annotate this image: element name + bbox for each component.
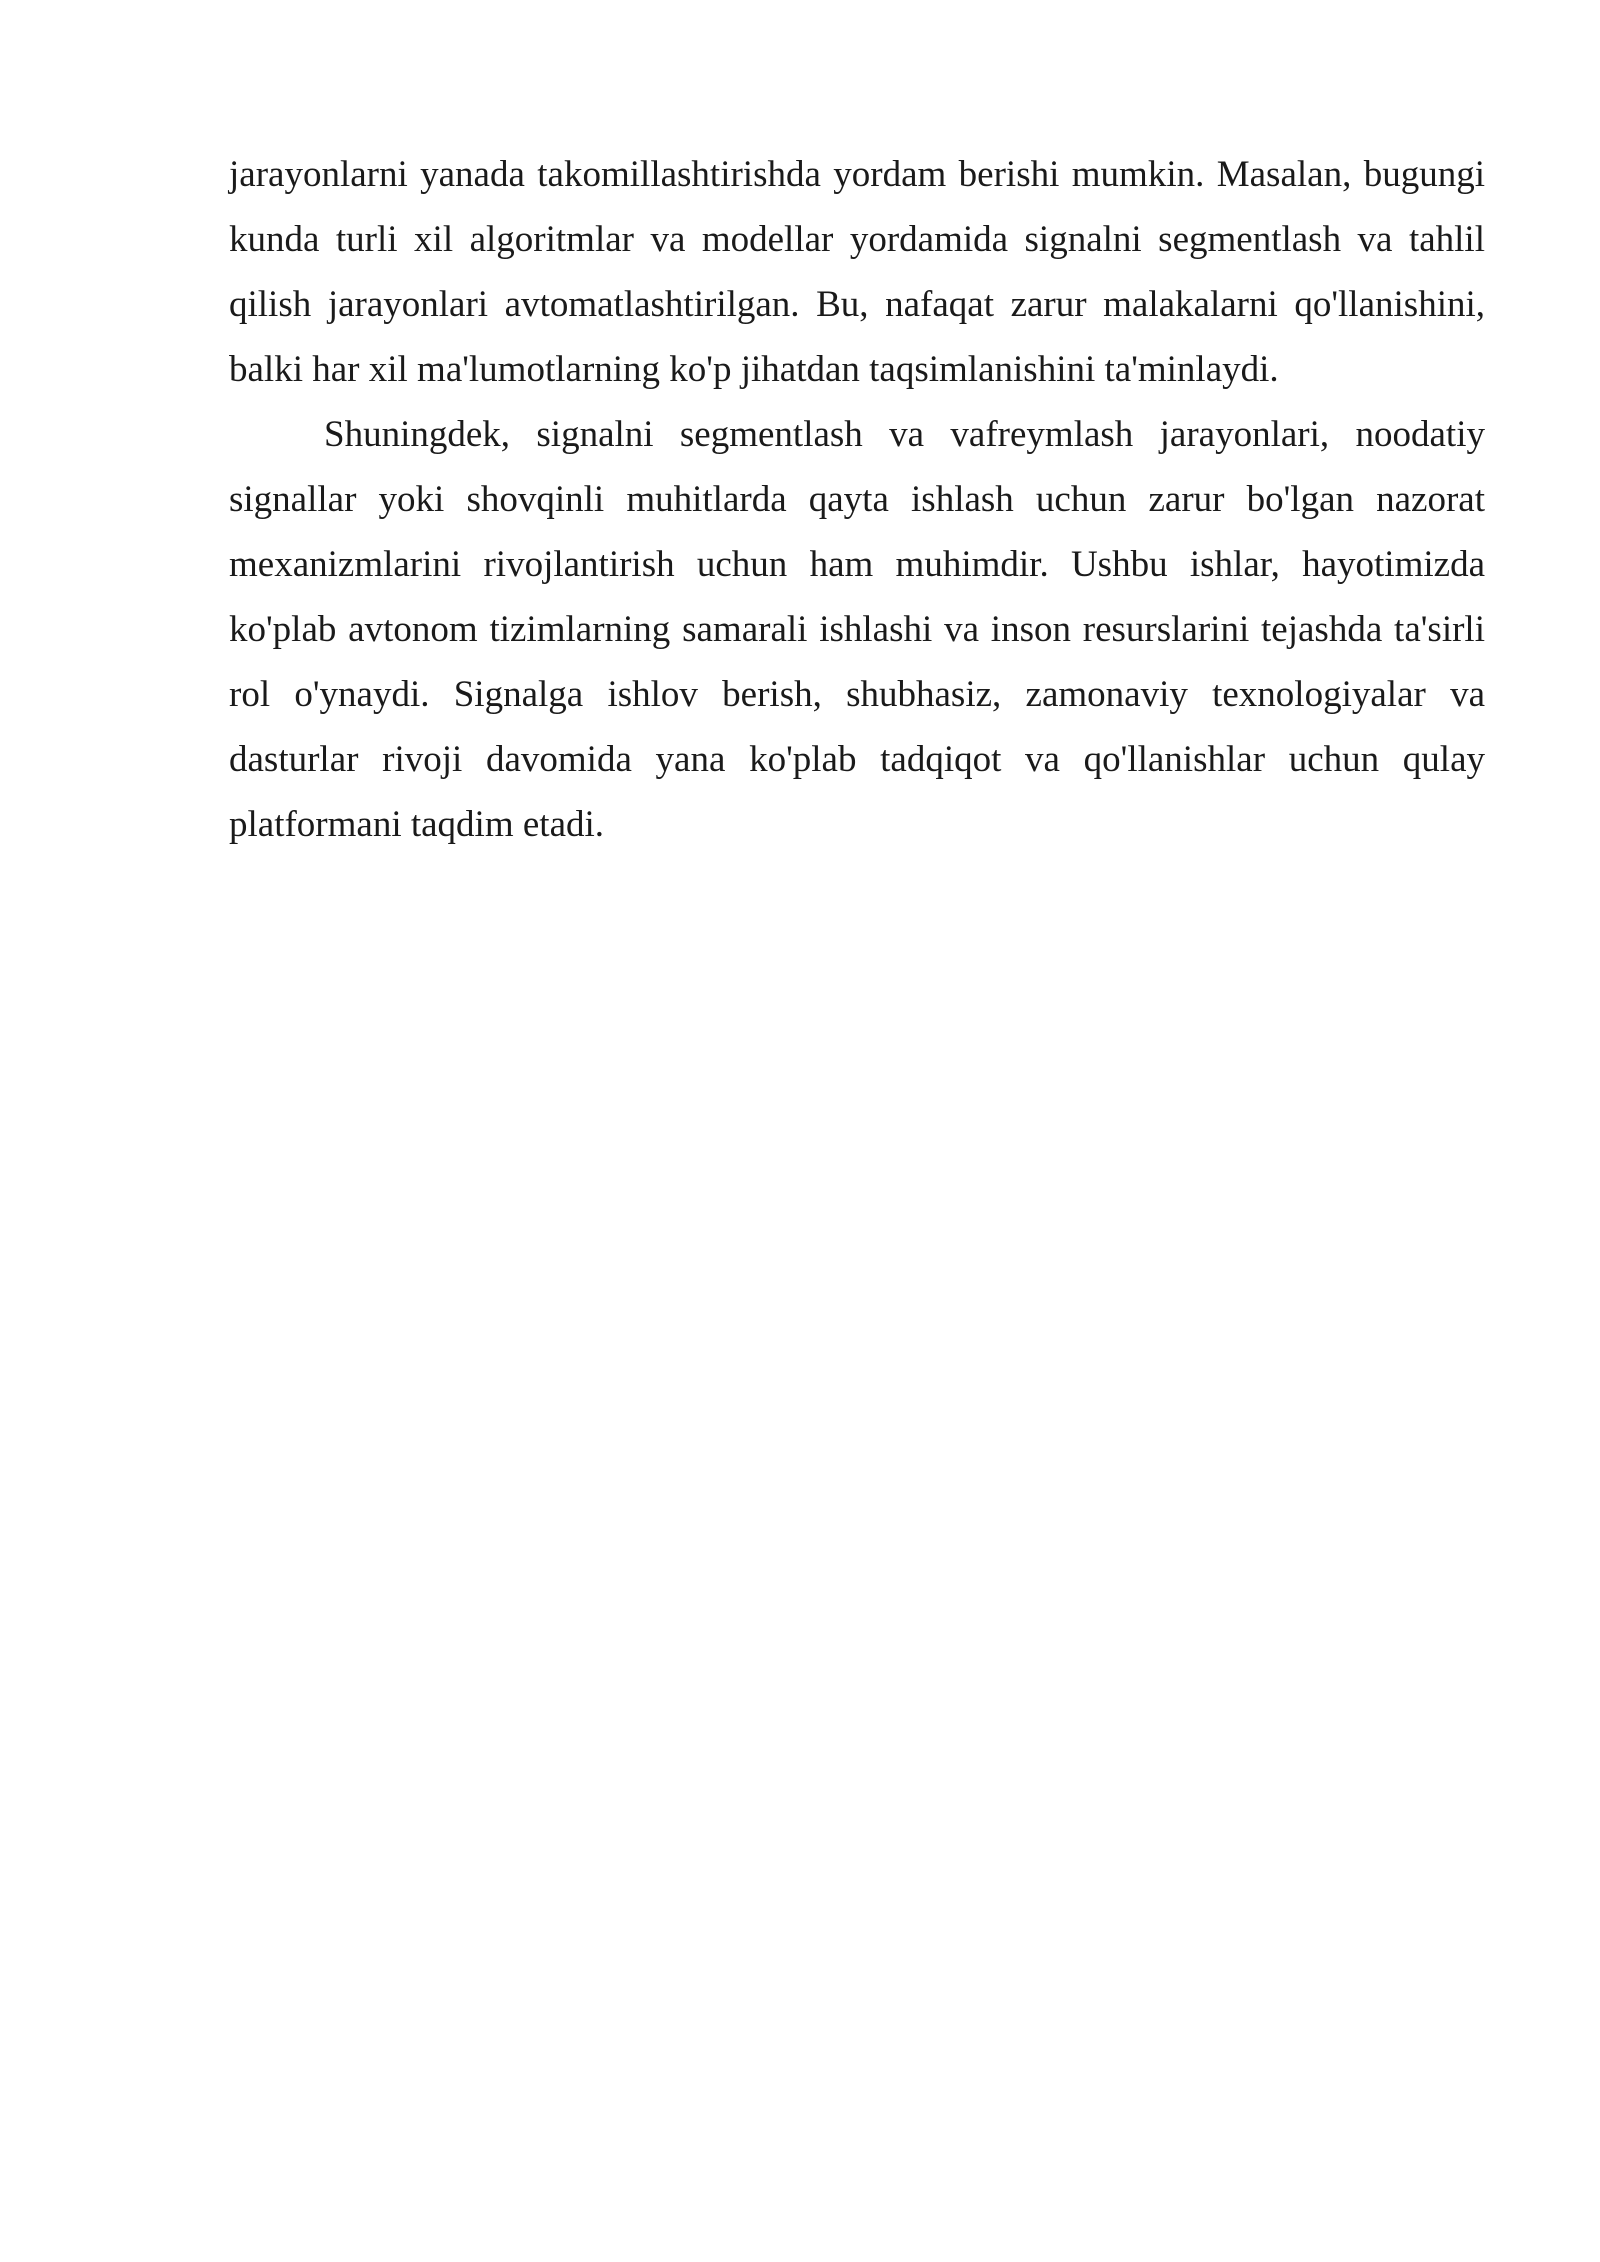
paragraph: Shuningdek, signalni segmentlash va vafreymlash jarayonlari, noodatiy signallar yoki shovqinli muhitlarda qayta ishlash uchun zarur bo'lgan nazorat mexanizmlarini rivojlantirish uchun ham muhimdir. Ushbu ishlar, hayotimizda ko'plab avtonom tizimlarning samarali ishlashi va inson resurslarini tejashda ta'sirli rol o'ynaydi. Signalga ishlov berish, shubhasiz, zamonaviy texnologiyalar va dasturlar rivoji davomida yana ko'plab tadqiqot va qo'llanishlar uchun qulay platformani taqdim etadi. — [229, 414, 1485, 845]
body-text — [229, 142, 1485, 857]
paragraph-continued: jarayonlarni yanada takomillashtirishda yordam berishi mumkin. Masalan, bugungi kunda turli xil algoritmlar va modellar yordamida signalni segmentlash va tahlil qilish jarayonlari avtomatlashtirilgan. Bu, nafaqat zarur malakalarni qo'llanishini, balki har xil ma'lumotlarning ko'p jihatdan taqsimlanishini ta'minlaydi. — [229, 154, 1485, 390]
